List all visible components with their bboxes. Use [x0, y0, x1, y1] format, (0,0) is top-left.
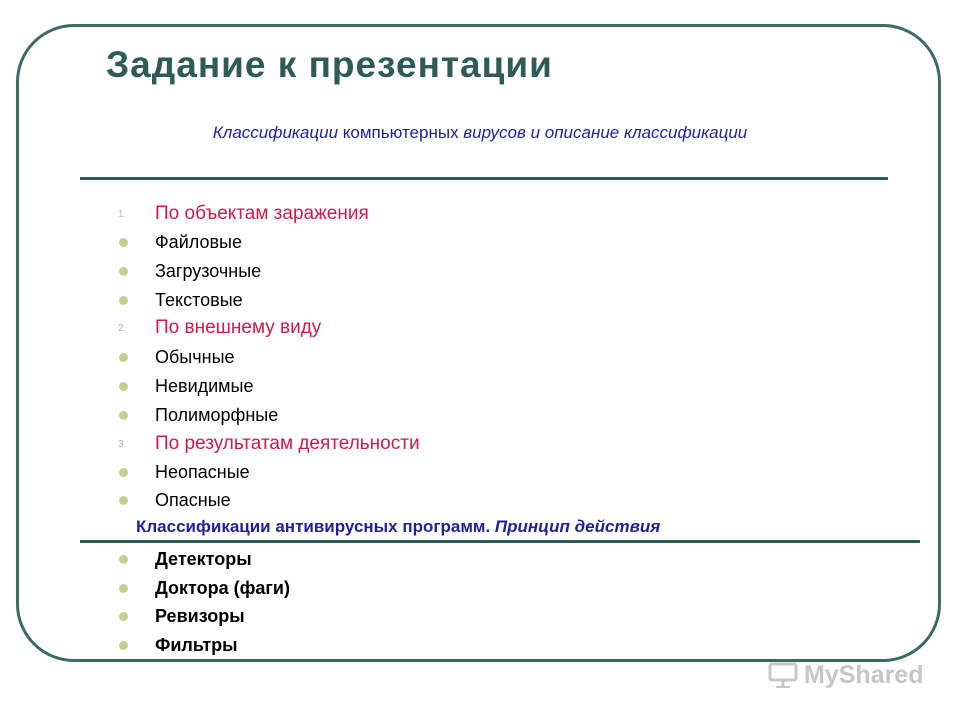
list-number: 2.: [118, 322, 127, 334]
list-item: [112, 286, 243, 314]
list-item-numbered: [112, 314, 321, 342]
list-item: [112, 631, 238, 659]
presentation-board-icon: [768, 662, 798, 688]
list-item-numbered: [112, 430, 420, 458]
list-item: [112, 343, 235, 371]
bullet-icon: [119, 555, 128, 564]
list-item: [112, 574, 290, 602]
divider-bottom: [80, 540, 920, 543]
list-item-label: Загрузочные: [155, 260, 262, 281]
bullet-icon: [119, 584, 128, 593]
list-item: [112, 228, 242, 256]
section-heading-antivirus: [136, 517, 660, 537]
list-heading: По результатам деятельности: [155, 433, 420, 454]
list-heading: По внешнему виду: [155, 317, 322, 338]
bullet-icon: [119, 238, 128, 247]
list-item-label: Неопасные: [155, 461, 250, 482]
list-item: [112, 545, 252, 573]
list-number: 3.: [118, 438, 127, 450]
subtitle-part2: компьютерных: [338, 123, 459, 142]
list-item-label: Файловые: [155, 231, 242, 252]
bullet-icon: [119, 382, 128, 391]
bullet-icon: [119, 411, 128, 420]
subtitle-part1: Классификации: [212, 123, 339, 142]
section2-part1: Классификации антивирусных программ.: [136, 517, 495, 536]
bullet-icon: [119, 468, 128, 477]
list-item: [112, 486, 231, 514]
list-heading: По объектам заражения: [155, 203, 369, 224]
divider-top: [80, 177, 888, 180]
bullet-icon: [119, 296, 128, 305]
watermark-logo: [768, 660, 923, 690]
watermark-text: MyShared: [804, 660, 924, 689]
list-item-label: Детекторы: [155, 548, 252, 569]
list-item: [112, 458, 250, 486]
list-item-label: Обычные: [155, 346, 235, 367]
list-number: 1.: [118, 208, 127, 220]
list-item-numbered: [112, 200, 369, 228]
list-item-label: Невидимые: [155, 375, 254, 396]
list-item-label: Ревизоры: [155, 605, 245, 626]
list-item: [112, 257, 261, 285]
section2-part2: Принцип действия: [494, 517, 661, 536]
slide-title: Задание к презентации: [106, 44, 553, 85]
list-item-label: Фильтры: [155, 634, 238, 655]
list-item: [112, 372, 254, 400]
bullet-icon: [119, 496, 128, 505]
list-item-label: Доктора (фаги): [155, 577, 290, 598]
list-item: [112, 602, 245, 630]
subtitle-part3: вирусов и описание классификации: [458, 123, 748, 142]
bullet-icon: [119, 641, 128, 650]
bullet-icon: [119, 612, 128, 621]
bullet-icon: [119, 267, 128, 276]
list-item-label: Полиморфные: [155, 404, 279, 425]
slide-subtitle: [150, 123, 810, 143]
list-item-label: Текстовые: [155, 289, 243, 310]
list-item: [112, 401, 278, 429]
list-item-label: Опасные: [155, 489, 231, 510]
bullet-icon: [119, 353, 128, 362]
